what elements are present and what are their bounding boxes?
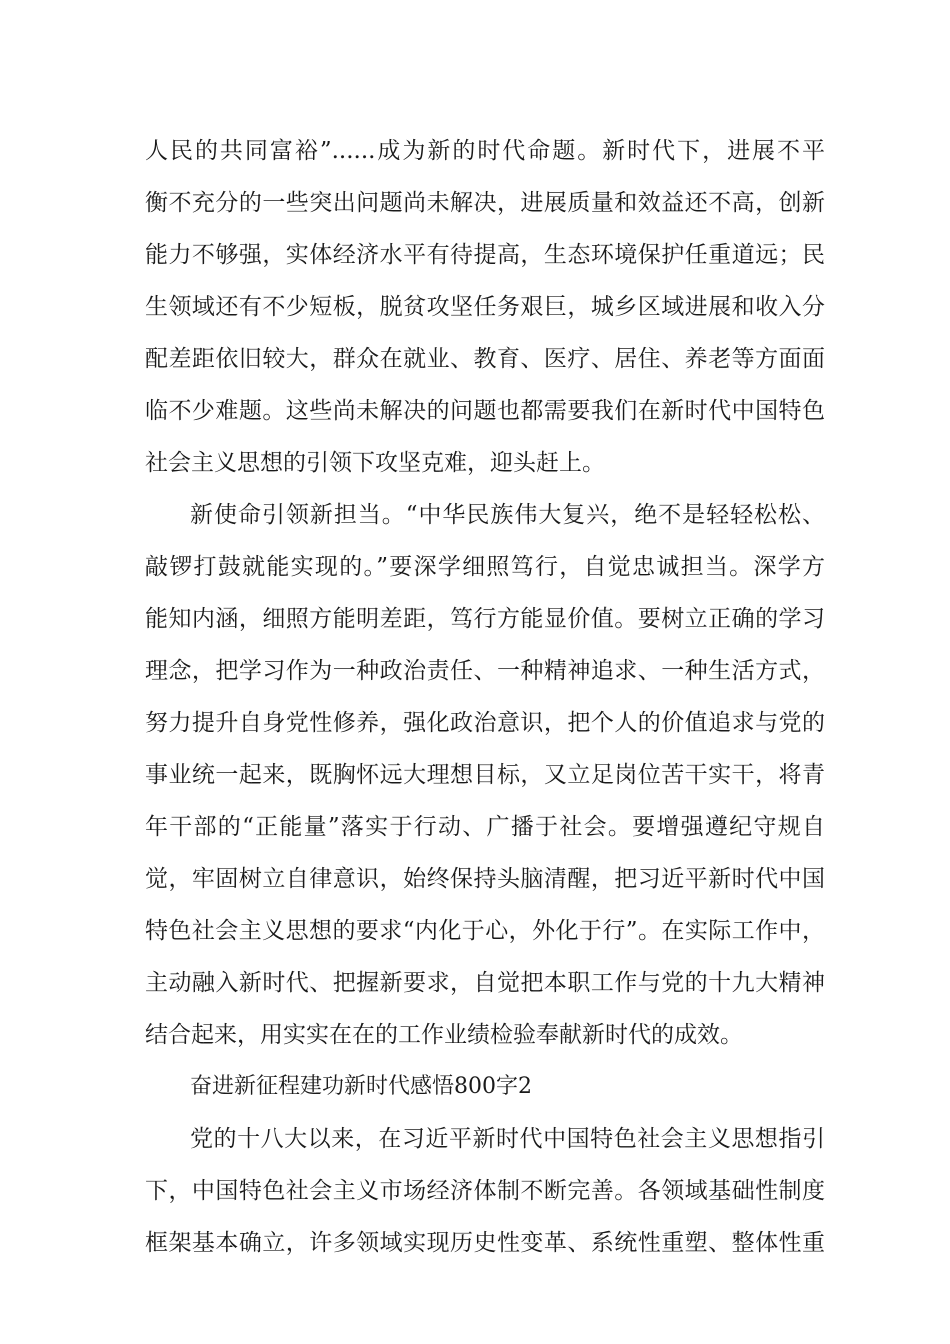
paragraph-line: 配差距依旧较大，群众在就业、教育、医疗、居住、养老等方面面 [145, 346, 825, 372]
paragraph-line: 新使命引领新担当。“中华民族伟大复兴，绝不是轻轻松松、 [190, 502, 825, 528]
paragraph-line: 觉，牢固树立自律意识，始终保持头脑清醒，把习近平新时代中国 [145, 866, 825, 892]
paragraph-line: 生领域还有不少短板，脱贫攻坚任务艰巨，城乡区域进展和收入分 [145, 294, 825, 320]
paragraph-line: 主动融入新时代、把握新要求，自觉把本职工作与党的十九大精神 [145, 970, 825, 996]
paragraph-line: 党的十八大以来，在习近平新时代中国特色社会主义思想指引 [190, 1126, 825, 1152]
paragraph-line: 结合起来，用实实在在的工作业绩检验奉献新时代的成效。 [145, 1022, 743, 1048]
paragraph-line: 特色社会主义思想的要求“内化于心，外化于行”。在实际工作中， [145, 918, 825, 944]
paragraph-line: 框架基本确立，许多领域实现历史性变革、系统性重塑、整体性重 [145, 1230, 825, 1256]
paragraph-line: 能力不够强，实体经济水平有待提高，生态环境保护任重道远；民 [145, 242, 825, 268]
section-heading: 奋进新征程建功新时代感悟800字2 [190, 1074, 532, 1099]
paragraph-line: 下，中国特色社会主义市场经济体制不断完善。各领域基础性制度 [145, 1178, 825, 1204]
paragraph-line: 临不少难题。这些尚未解决的问题也都需要我们在新时代中国特色 [145, 398, 825, 424]
paragraph-line: 敲锣打鼓就能实现的。”要深学细照笃行，自觉忠诚担当。深学方 [145, 554, 825, 580]
paragraph-line: 衡不充分的一些突出问题尚未解决，进展质量和效益还不高，创新 [145, 190, 825, 216]
paragraph-line: 理念，把学习作为一种政治责任、一种精神追求、一种生活方式， [145, 658, 825, 684]
paragraph-line: 人民的共同富裕”......成为新的时代命题。新时代下，进展不平 [145, 138, 825, 164]
paragraph-line: 社会主义思想的引领下攻坚克难，迎头赶上。 [145, 450, 605, 476]
paragraph-line: 努力提升自身党性修养，强化政治意识，把个人的价值追求与党的 [145, 710, 825, 736]
paragraph-line: 能知内涵，细照方能明差距，笃行方能显价值。要树立正确的学习 [145, 606, 825, 632]
paragraph-line: 年干部的“正能量”落实于行动、广播于社会。要增强遵纪守规自 [145, 814, 825, 840]
paragraph-line: 事业统一起来，既胸怀远大理想目标，又立足岗位苦干实干，将青 [145, 762, 825, 788]
